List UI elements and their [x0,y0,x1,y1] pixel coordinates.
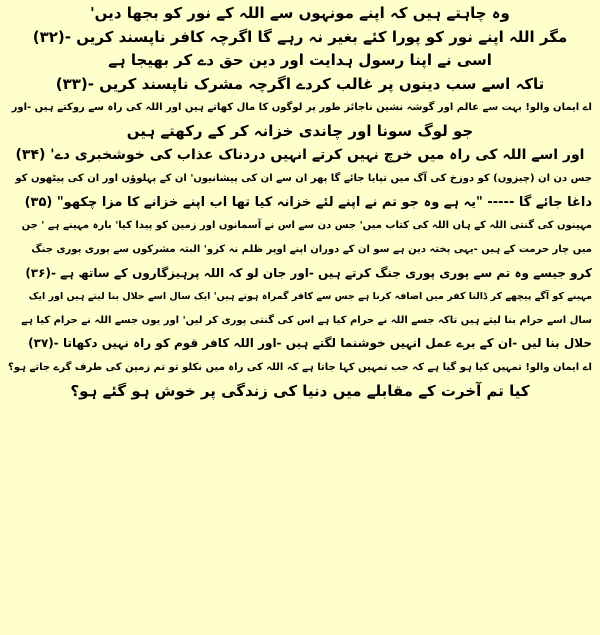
text-line: داغا جائے گا ----- "یہ ہے وہ جو تم نے اپنے لئے خزانہ کیا تھا اب اپنے خزانے کا مزا چکھو" (۳۵) [24,194,592,210]
text-line: میں چار حرمت کے ہیں -یہی پختہ دین ہے سو ان کے دوران اپنے اوپر ظلم نہ کرو' البتہ مشرکوں سے پوری پوری جنگ [31,243,592,255]
text-line: مہینوں کی گنتی اللہ کے ہاں اللہ کی کتاب میں' جس دن سے اس نے آسمانوں اور زمین کو پیدا کیا' بارہ مہینے ہے ' جن [21,220,592,232]
text-line: مگر اللہ اپنے نور کو پورا کئے بغیر نہ رہے گا اگرچہ کافر ناپسند کریں -(۳۲) [32,27,568,46]
text-line: جس دن ان (چیزوں) کو دوزخ کی آگ میں تپایا جائے گا پھر ان سے ان کی پیشانیوں' ان کے پہلوؤں اور ان کی پیٹھوں کو [15,173,592,185]
text-line: کرو جیسے وہ تم سے پوری پوری جنگ کرتے ہیں -اور جان لو کہ اللہ پرہیزگاروں کے ساتھ ہے -(۳۶) [25,265,592,280]
text-line: اے ایمان والو! تمہیں کیا ہو گیا ہے کہ جب تمہیں کہا جاتا ہے کہ اللہ کی راہ میں نکلو تو تم زمین کی طرف گرے جاتے ہو؟ [8,361,592,373]
text-line: تاکہ اسے سب دینوں پر غالب کردے اگرچہ مشرک ناپسند کریں -(۳۳) [55,74,545,93]
text-line: اور اسے اللہ کی راہ میں خرچ نہیں کرتے انہیں دردناک عذاب کی خوشخبری دے' (۳۴) [15,146,585,163]
text-line: اسی نے اپنا رسول ہدایت اور دین حق دے کر بھیجا ہے [108,51,492,70]
text-line: جو لوگ سونا اور چاندی خزانہ کر کے رکھتے ہیں [126,121,474,140]
text-line: مہینے کو آگے پیچھے کر ڈالنا کفر میں اضافہ کرنا ہے جس سے کافر گمراہ ہوتے ہیں' ایک سال اسے حلال بنا لیتے ہیں اور ایک [28,291,592,303]
text-line: وہ چاہتے ہیں کہ اپنے مونہوں سے اللہ کے نور کو بجھا دیں' [90,4,510,22]
text-line: کیا تم آخرت کے مقابلے میں دنیا کی زندگی پر خوش ہو گئے ہو؟ [70,381,530,400]
text-line: حلال بنا لیں -ان کے برے عمل انہیں خوشنما لگتے ہیں -اور اللہ کافر قوم کو راہ نہیں دکھاتا -(۳۷) [28,336,592,351]
text-line: اے ایمان والو! بہت سے عالم اور گوشہ نشین ناجائز طور پر لوگوں کا مال کھاتے ہیں اور اللہ کی راہ سے روکتے ہیں -اور [11,102,592,114]
text-line: سال اسے حرام بنا لیتے ہیں تاکہ جسے اللہ نے حرام کیا ہے اس کی گنتی پوری کر لیں' اور یوں جسے اللہ نے حرام کیا ہے [21,314,592,326]
